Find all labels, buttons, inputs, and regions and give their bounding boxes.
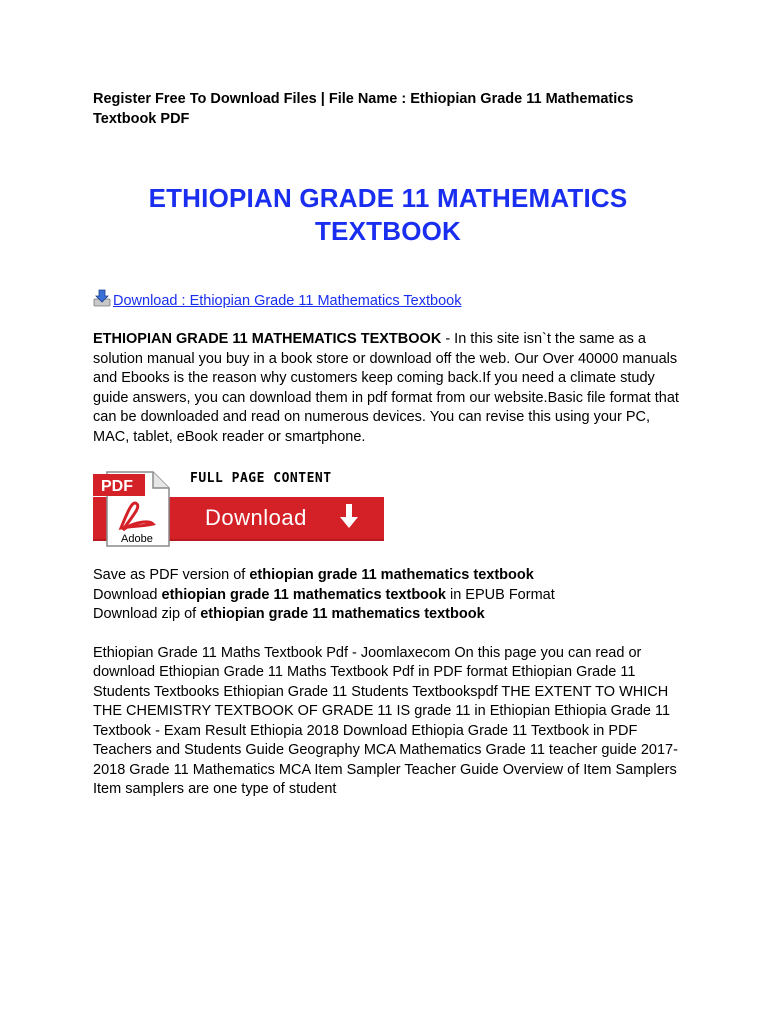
page-title-line2: TEXTBOOK (314, 216, 462, 246)
format-link-epub-suffix: in EPUB Format (445, 586, 555, 603)
format-link-zip[interactable] (93, 605, 683, 625)
format-links (93, 566, 683, 625)
format-link-epub[interactable] (93, 586, 683, 606)
banner-download-label: Download (205, 505, 307, 530)
download-row (93, 291, 683, 311)
download-banner[interactable] (93, 468, 385, 548)
download-arrow-icon[interactable] (93, 289, 111, 307)
format-link-epub-bold: ethiopian grade 11 mathematics textbook (161, 586, 446, 603)
download-link[interactable]: Download : Ethiopian Grade 11 Mathematics Textbook (113, 293, 462, 309)
intro-bold-title: ETHIOPIAN GRADE 11 MATHEMATICS TEXTBOOK (93, 331, 442, 347)
down-arrow-icon (340, 504, 358, 530)
format-link-zip-prefix: Download zip of (93, 606, 201, 622)
page-title (93, 182, 683, 248)
adobe-label: Adobe (121, 533, 153, 545)
file-header-line1: Register Free To Download Files | File Name : Ethiopian Grade 11 Mathematics (93, 91, 634, 107)
format-link-pdf[interactable] (93, 566, 683, 586)
body-paragraph: Ethiopian Grade 11 Maths Textbook Pdf - Joomlaxecom On this page you can read or download Ethiopian Grade 11 Maths Textbook Pdf in PDF format Ethiopian Grade 11 Students Textbooks Ethiopian Grade 11 Students Textbookspdf THE EXTENT TO WHICH THE CHEMISTRY TEXTBOOK OF GRADE 11 IS grade 11 in Ethiopian Ethiopia Grade 11 Textbook - Exam Result Ethiopia 2018 Download Ethiopia Grade 11 Textbook in PDF Teachers and Students Guide Geography MCA Mathematics Grade 11 teacher guide 2017-2018 Grade 11 Mathematics MCA Item Sampler Teacher Guide Overview of Item Samplers Item samplers are one type of student (93, 644, 678, 797)
format-link-epub-prefix: Download (93, 586, 162, 603)
intro-text: - In this site isn`t the same as a solution manual you buy in a book store or download off the web. Our Over 40000 manuals and Ebooks is the reason why customers keep coming back.If you need a climate study guide answers, you can download them in pdf format from our website.Basic file format that can be downloaded and read on numerous devices. You can revise this using your PC, MAC, tablet, eBook reader or smartphone. (93, 331, 679, 445)
format-link-pdf-bold: ethiopian grade 11 mathematics textbook (249, 567, 534, 583)
format-link-pdf-prefix: Save as PDF version of (93, 567, 250, 583)
document-page (93, 89, 683, 800)
intro-paragraph (93, 330, 683, 447)
file-header (93, 89, 683, 129)
format-link-zip-bold: ethiopian grade 11 mathematics textbook (200, 606, 485, 622)
page-title-line1: ETHIOPIAN GRADE 11 MATHEMATICS (148, 183, 628, 213)
full-page-content-label: FULL PAGE CONTENT (190, 471, 332, 486)
file-header-line2: Textbook PDF (93, 111, 190, 127)
pdf-file-icon (93, 468, 173, 548)
pdf-label: PDF (101, 478, 133, 495)
